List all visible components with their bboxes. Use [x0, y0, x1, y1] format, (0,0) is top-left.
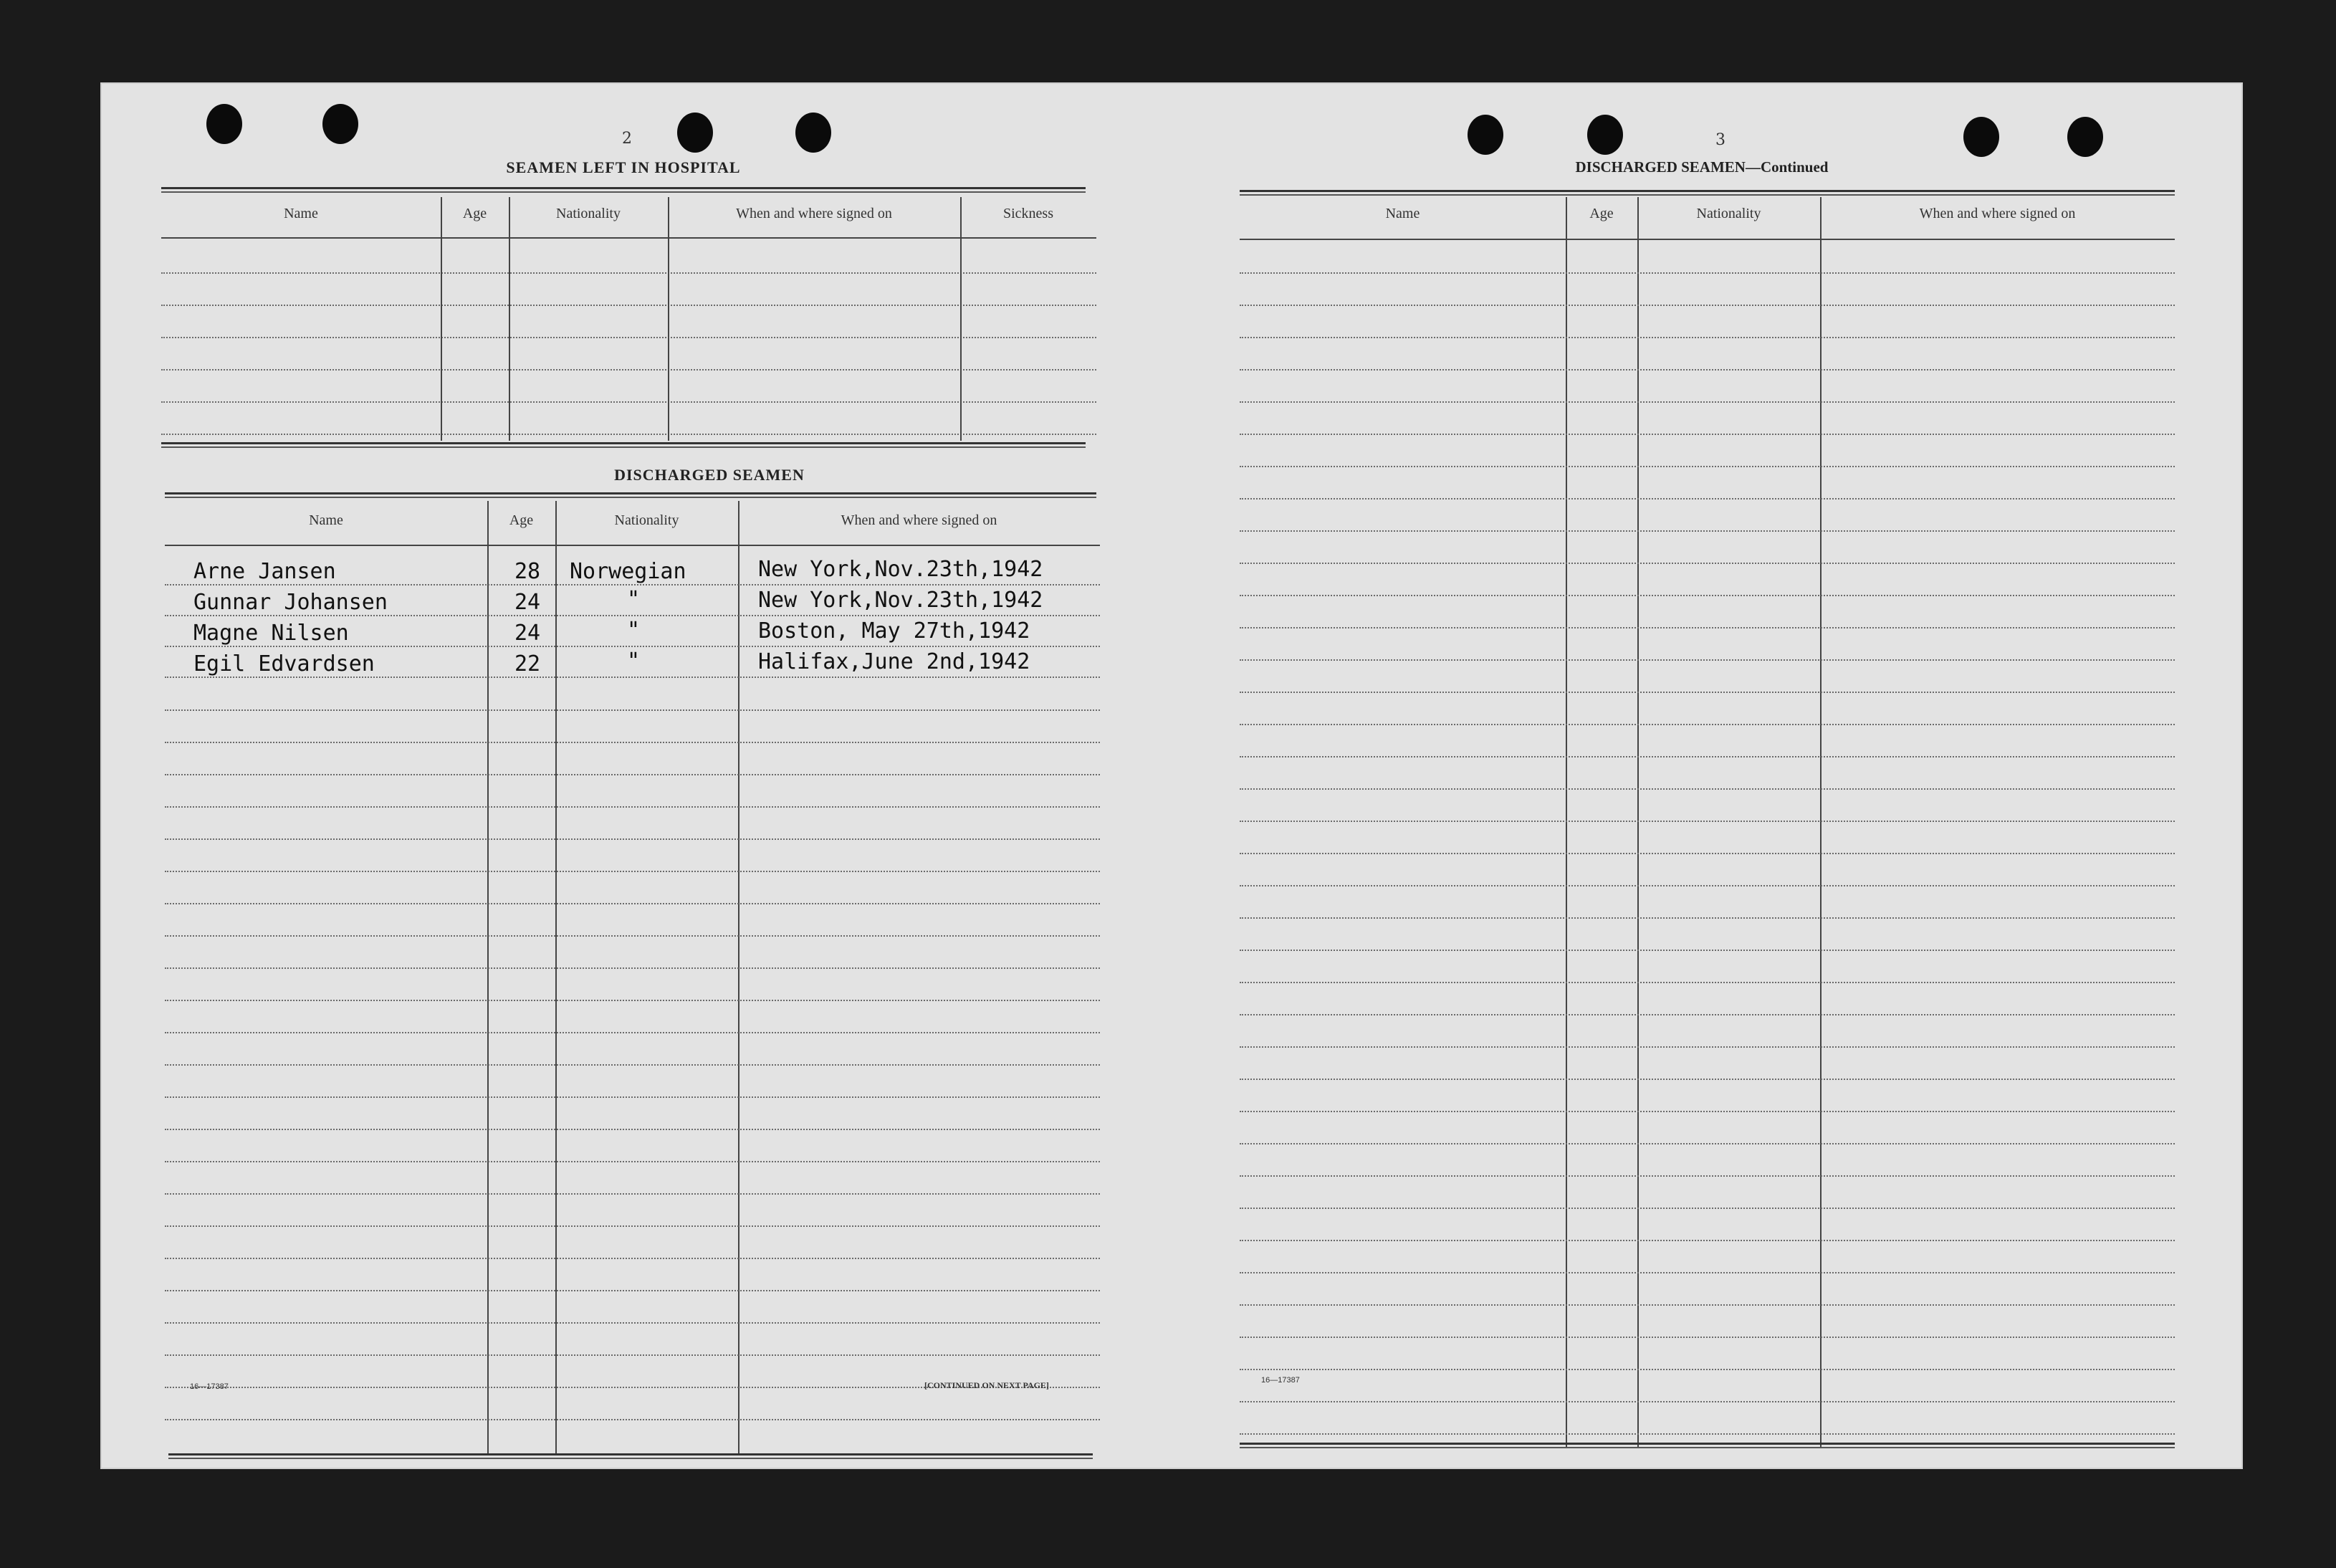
discharged-col-divider — [738, 501, 739, 1455]
discharged-section-title: DISCHARGED SEAMEN — [614, 466, 805, 484]
form-number: 16—17387 — [1261, 1376, 1300, 1385]
right-row-line — [1240, 885, 2175, 886]
right-bottom-rule — [1240, 1443, 2175, 1448]
hospital-col-divider — [441, 197, 442, 441]
discharged-row-name: Arne Jansen — [193, 559, 336, 584]
discharged-row-line — [165, 1322, 1100, 1324]
discharged-col-divider — [487, 501, 489, 1455]
right-row-line — [1240, 1079, 2175, 1080]
punch-hole — [322, 104, 358, 144]
hospital-col-sickness: Sickness — [1003, 206, 1053, 221]
punch-hole — [795, 113, 831, 153]
punch-hole — [2067, 117, 2103, 157]
discharged-row-name: Egil Edvardsen — [193, 651, 375, 677]
discharged-row-line — [165, 1419, 1100, 1420]
discharged-col-nationality: Nationality — [614, 512, 679, 528]
right-row-line — [1240, 1401, 2175, 1402]
right-row-line — [1240, 821, 2175, 822]
discharged-row-line — [165, 677, 1100, 678]
discharged-row-line — [165, 935, 1100, 937]
punch-hole — [677, 113, 713, 153]
discharged-row-nationality: Norwegian — [570, 559, 686, 584]
right-col-name: Name — [1385, 206, 1420, 221]
discharged-col-name: Name — [309, 512, 343, 528]
page-number: 3 — [1715, 131, 1725, 149]
punch-hole — [1587, 115, 1623, 155]
hospital-col-age: Age — [462, 206, 487, 221]
right-row-line — [1240, 1337, 2175, 1338]
form-number: 16—17387 — [190, 1382, 229, 1391]
right-header-rule — [1240, 239, 2175, 240]
discharged-col-signed-on: When and where signed on — [841, 512, 997, 528]
hospital-col-divider — [668, 197, 669, 441]
right-row-line — [1240, 595, 2175, 596]
discharged-row-line — [165, 967, 1100, 969]
hospital-row-line — [161, 305, 1096, 306]
discharged-row-nationality: " — [627, 618, 641, 643]
right-row-line — [1240, 692, 2175, 693]
hospital-top-rule — [161, 187, 1086, 193]
right-col-divider — [1637, 197, 1639, 1448]
discharged-row-line — [165, 709, 1100, 711]
right-row-line — [1240, 498, 2175, 499]
discharged-row-age: 28 — [514, 559, 541, 584]
hospital-row-line — [161, 401, 1096, 403]
right-row-line — [1240, 950, 2175, 951]
discharged-row-line — [165, 1225, 1100, 1227]
right-row-line — [1240, 401, 2175, 403]
discharged-row-line — [165, 584, 1100, 585]
continued-note: [CONTINUED ON NEXT PAGE] — [924, 1380, 1049, 1390]
right-col-divider — [1566, 197, 1567, 1448]
punch-hole — [1963, 117, 1999, 157]
discharged-col-divider — [555, 501, 557, 1455]
right-col-signed-on: When and where signed on — [1919, 206, 2076, 221]
ledger-sheet — [100, 82, 2243, 1469]
right-row-line — [1240, 627, 2175, 628]
right-row-line — [1240, 1240, 2175, 1241]
hospital-row-line — [161, 434, 1096, 435]
discharged-row-age: 24 — [514, 590, 541, 615]
right-row-line — [1240, 1111, 2175, 1112]
right-row-line — [1240, 788, 2175, 790]
discharged-row-line — [165, 615, 1100, 616]
discharged-row-line — [165, 838, 1100, 840]
hospital-col-nationality: Nationality — [556, 206, 621, 221]
discharged-row-nationality: " — [627, 649, 641, 674]
hospital-row-line — [161, 272, 1096, 274]
discharged-header-rule — [165, 545, 1100, 546]
discharged-row-line — [165, 774, 1100, 775]
right-row-line — [1240, 272, 2175, 274]
hospital-bottom-rule — [161, 442, 1086, 448]
right-row-line — [1240, 724, 2175, 725]
discharged-bottom-rule — [168, 1453, 1093, 1459]
right-row-line — [1240, 1208, 2175, 1209]
discharged-row-signed-on: New York,Nov.23th,1942 — [758, 588, 1043, 613]
punch-hole — [1468, 115, 1503, 155]
discharged-col-age: Age — [509, 512, 534, 528]
discharged-row-line — [165, 1258, 1100, 1259]
discharged-row-line — [165, 1096, 1100, 1098]
discharged-row-name: Gunnar Johansen — [193, 590, 388, 615]
punch-hole — [206, 104, 242, 144]
right-row-line — [1240, 1369, 2175, 1370]
right-row-line — [1240, 1433, 2175, 1435]
hospital-col-divider — [509, 197, 510, 441]
discharged-row-age: 22 — [514, 651, 541, 677]
right-row-line — [1240, 1272, 2175, 1273]
discharged-row-signed-on: Halifax,June 2nd,1942 — [758, 649, 1030, 674]
right-top-rule — [1240, 190, 2175, 196]
discharged-row-line — [165, 1354, 1100, 1356]
right-row-line — [1240, 530, 2175, 532]
hospital-col-signed-on: When and where signed on — [736, 206, 892, 221]
page-number: 2 — [622, 130, 632, 148]
discharged-continued-title: DISCHARGED SEAMEN—Continued — [1575, 158, 1829, 176]
right-row-line — [1240, 1014, 2175, 1015]
right-row-line — [1240, 1304, 2175, 1306]
discharged-top-rule — [165, 492, 1096, 498]
hospital-header-rule — [161, 237, 1096, 239]
discharged-row-line — [165, 1000, 1100, 1001]
right-row-line — [1240, 305, 2175, 306]
discharged-row-line — [165, 903, 1100, 904]
right-row-line — [1240, 1046, 2175, 1048]
right-row-line — [1240, 434, 2175, 435]
hospital-section-title: SEAMEN LEFT IN HOSPITAL — [506, 158, 741, 176]
hospital-col-name: Name — [284, 206, 318, 221]
discharged-row-nationality: " — [627, 587, 641, 612]
hospital-row-line — [161, 337, 1096, 338]
discharged-row-line — [165, 1161, 1100, 1162]
right-row-line — [1240, 337, 2175, 338]
discharged-row-signed-on: Boston, May 27th,1942 — [758, 618, 1030, 644]
right-row-line — [1240, 659, 2175, 661]
right-col-age: Age — [1589, 206, 1614, 221]
hospital-row-line — [161, 369, 1096, 371]
discharged-row-line — [165, 1032, 1100, 1033]
discharged-row-age: 24 — [514, 621, 541, 646]
discharged-row-line — [165, 871, 1100, 872]
right-row-line — [1240, 369, 2175, 371]
right-row-line — [1240, 853, 2175, 854]
discharged-row-line — [165, 1129, 1100, 1130]
discharged-row-line — [165, 806, 1100, 808]
discharged-row-line — [165, 1290, 1100, 1291]
right-row-line — [1240, 982, 2175, 983]
right-col-divider — [1820, 197, 1822, 1448]
right-row-line — [1240, 1143, 2175, 1144]
right-row-line — [1240, 563, 2175, 564]
discharged-row-signed-on: New York,Nov.23th,1942 — [758, 557, 1043, 582]
discharged-row-line — [165, 1064, 1100, 1066]
discharged-row-name: Magne Nilsen — [193, 621, 349, 646]
discharged-row-line — [165, 1193, 1100, 1195]
discharged-row-line — [165, 742, 1100, 743]
right-row-line — [1240, 756, 2175, 757]
discharged-row-line — [165, 646, 1100, 647]
right-row-line — [1240, 1175, 2175, 1177]
hospital-col-divider — [960, 197, 962, 441]
right-col-nationality: Nationality — [1696, 206, 1761, 221]
right-row-line — [1240, 466, 2175, 467]
right-row-line — [1240, 917, 2175, 919]
